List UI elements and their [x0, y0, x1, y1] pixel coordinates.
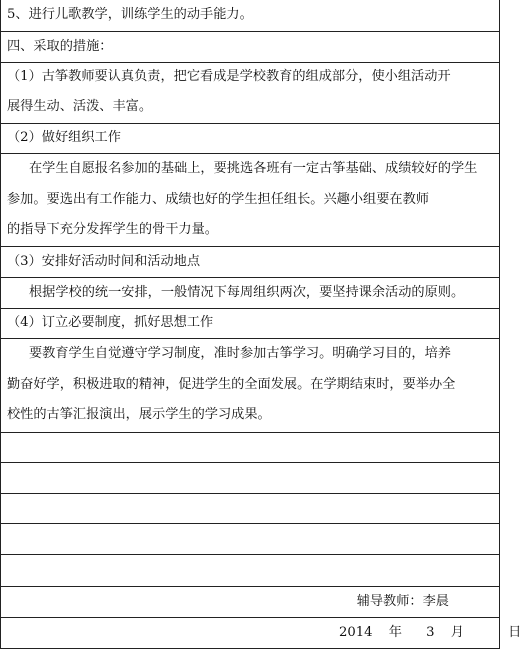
table-rule	[1, 246, 499, 247]
measure-1-line-2: 展得生动、活泼、丰富。	[7, 99, 153, 114]
table-rule	[1, 462, 499, 463]
measure-4-title: （4）订立必要制度，抓好思想工作	[7, 315, 214, 330]
date-month-unit: 月	[450, 625, 464, 640]
measure-2-line-3: 的指导下充分发挥学生的骨干力量。	[7, 222, 218, 237]
table-rule	[1, 493, 499, 494]
date-line	[339, 620, 521, 646]
measure-2-line-2: 参加。要选出有工作能力、成绩也好的学生担任组长。兴趣小组要在教师	[7, 192, 429, 207]
measure-3-line-1: 根据学校的统一安排，一般情况下每周组织两次，要坚持课余活动的原则。	[29, 285, 465, 300]
date-year-unit: 年	[388, 625, 402, 640]
measure-4-line-2: 勤奋好学，积极进取的精神，促进学生的全面发展。在学期结束时，要举办全	[7, 377, 456, 392]
table-rule	[1, 338, 499, 339]
table-rule	[1, 153, 499, 154]
measure-3-title: （3）安排好活动时间和活动地点	[7, 254, 201, 269]
signature-teacher: 辅导教师：李晨	[356, 594, 449, 609]
table-rule	[1, 586, 499, 587]
table-rule	[1, 308, 499, 309]
table-rule	[1, 277, 499, 278]
date-month: 3	[426, 625, 435, 640]
table-rule	[1, 123, 499, 124]
table-rule	[1, 31, 499, 32]
date-year: 2014	[339, 625, 373, 640]
table-rule	[1, 432, 499, 433]
date-day-unit: 日	[508, 625, 521, 640]
table-rule	[1, 617, 499, 618]
measure-4-line-1: 要教育学生自觉遵守学习制度，准时参加古筝学习。明确学习目的，培养	[29, 346, 451, 361]
measure-4-line-3: 校性的古筝汇报演出，展示学生的学习成果。	[7, 407, 271, 422]
measure-2-line-1: 在学生自愿报名参加的基础上，要挑选各班有一定古筝基础、成绩较好的学生	[29, 161, 478, 176]
table-rule	[1, 62, 499, 63]
table-rule	[1, 554, 499, 555]
measure-2-title: （2）做好组织工作	[7, 130, 121, 145]
table-rule	[1, 523, 499, 524]
measure-1-line-1: （1）古筝教师要认真负责，把它看成是学校教育的组成部分，使小组活动开	[7, 69, 451, 84]
item-5-text: 5、进行儿歌教学，训练学生的动手能力。	[7, 7, 253, 22]
section-4-title: 四、采取的措施：	[7, 39, 113, 54]
